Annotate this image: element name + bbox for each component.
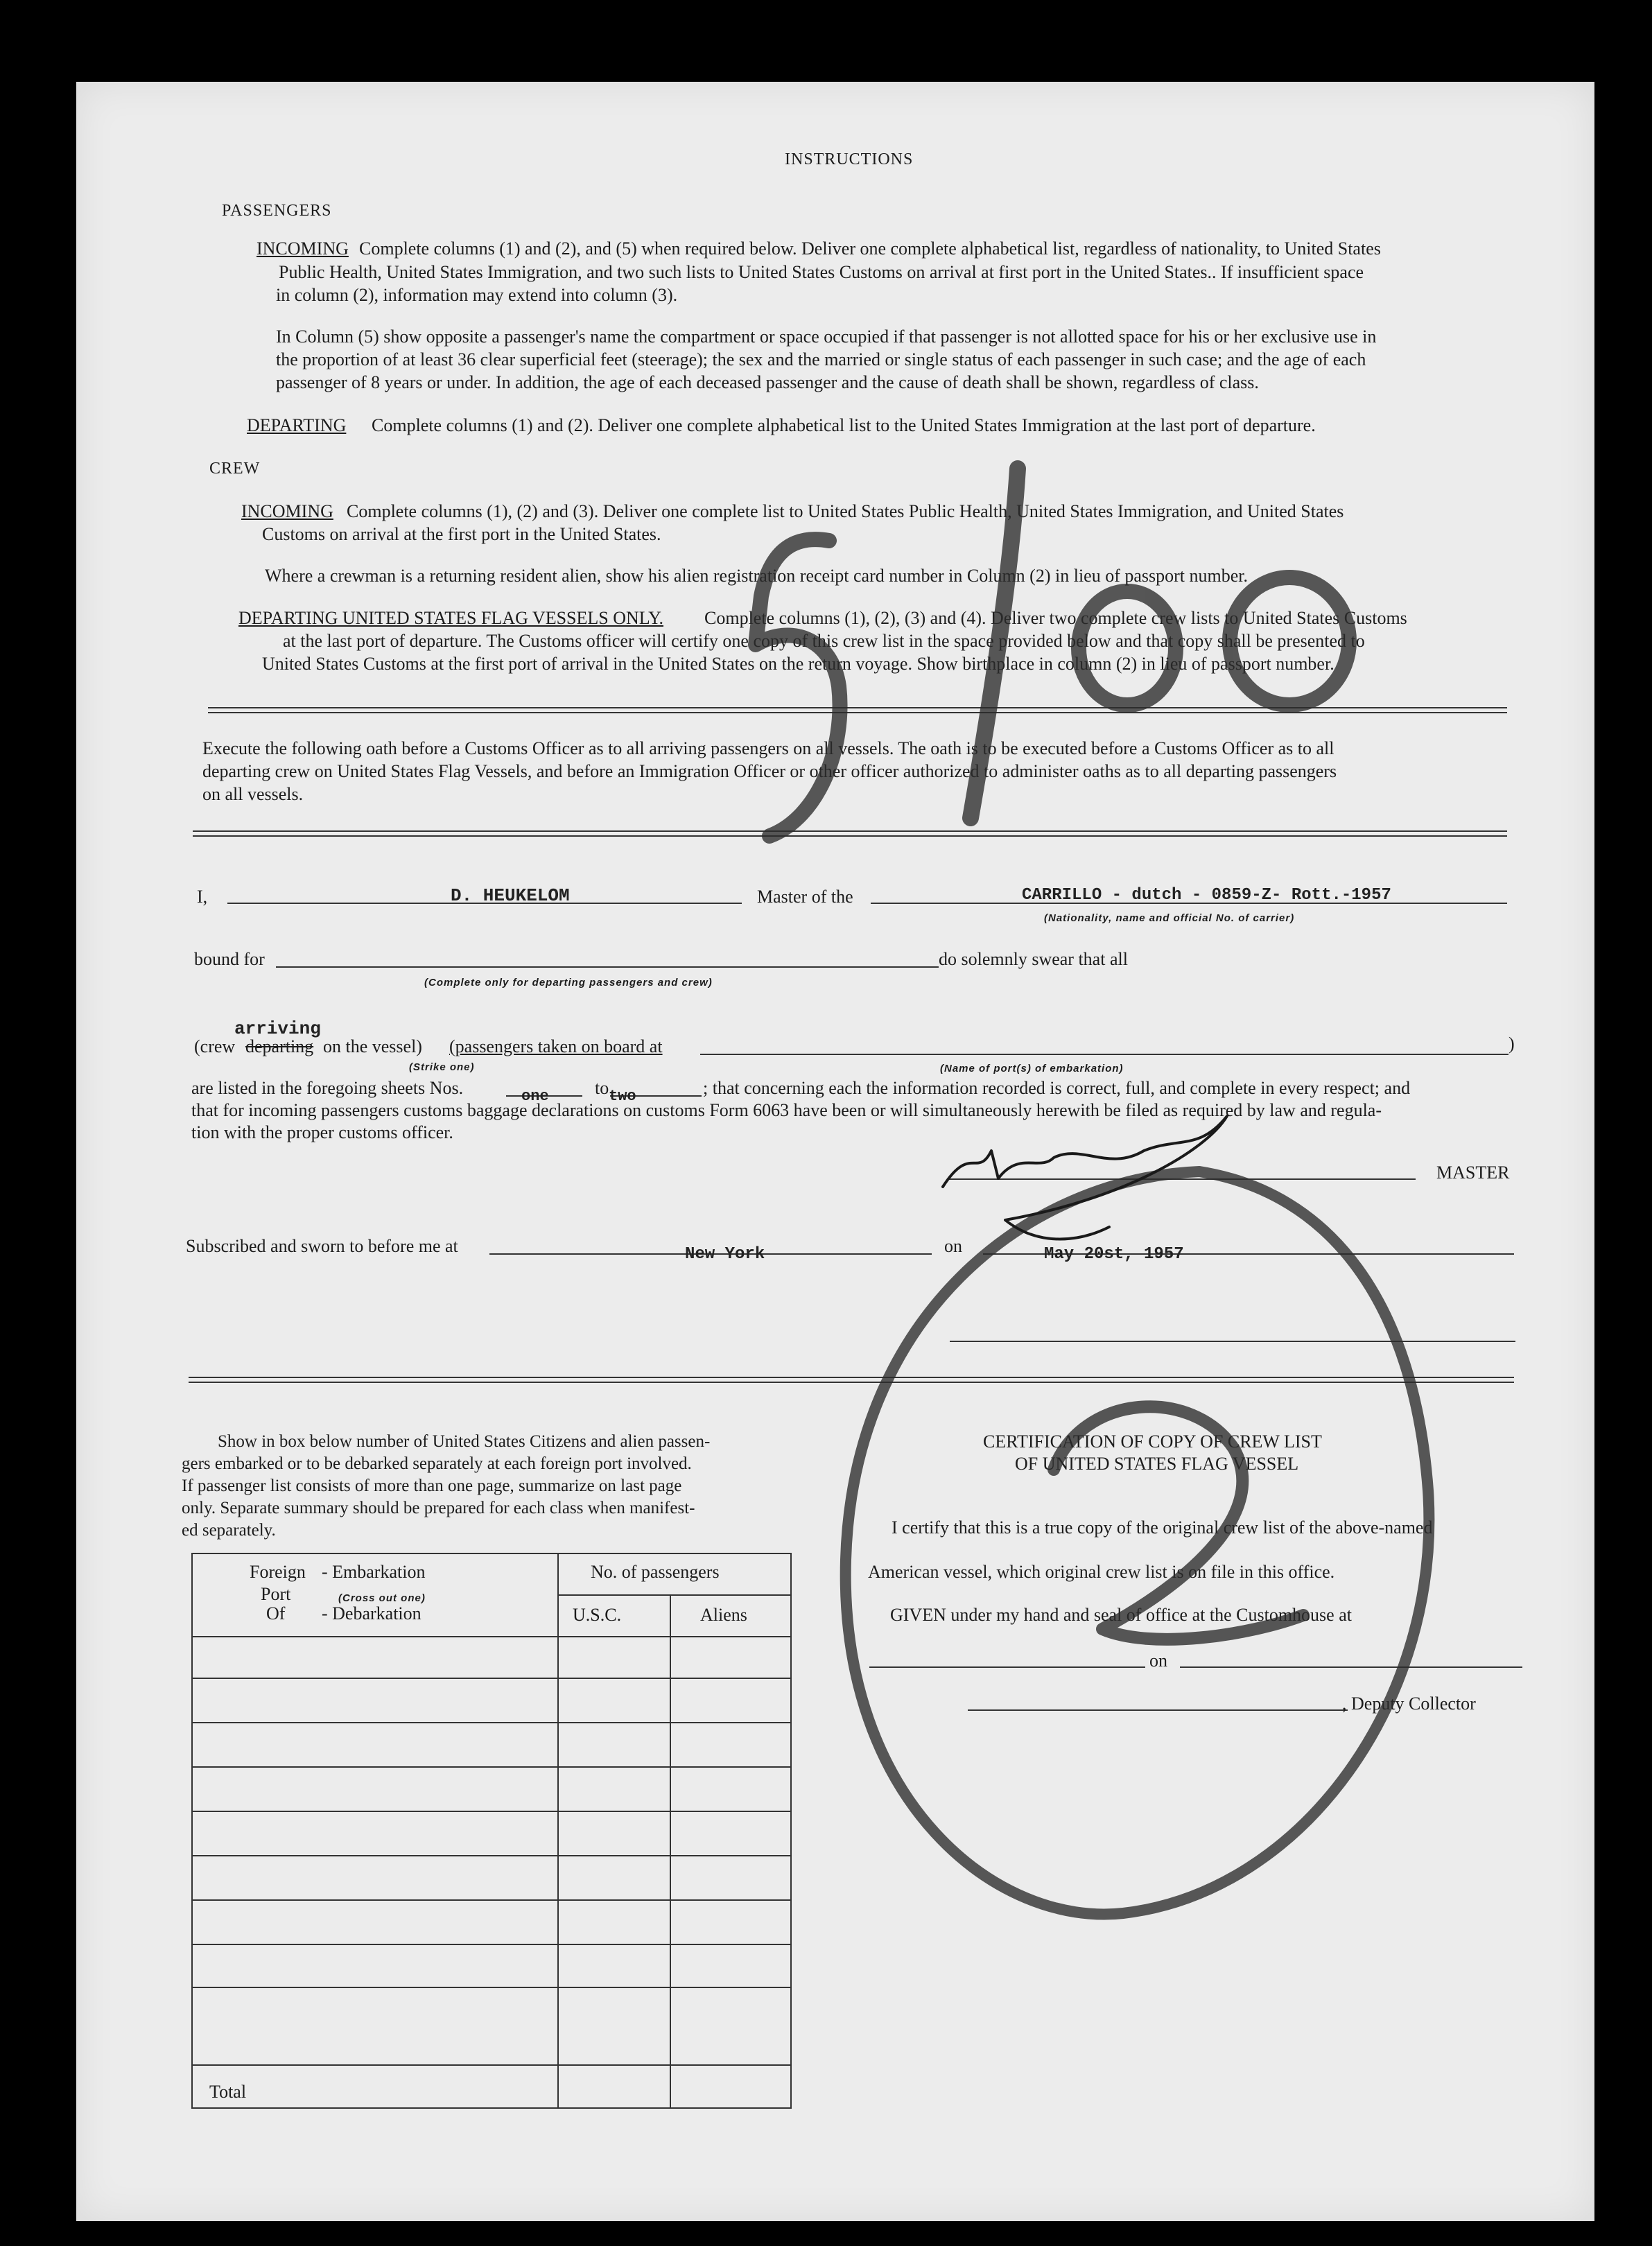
circle-around-2 (846, 1172, 1429, 1915)
certification-title-line2: OF UNITED STATES FLAG VESSEL (1015, 1454, 1299, 1474)
col-debarkation: - Debarkation (322, 1603, 421, 1623)
sworn-on-label: on (944, 1236, 962, 1256)
passengers-incoming-line3: in column (2), information may extend into column (3). (276, 285, 678, 305)
vessel-details: CARRILLO - dutch - 0859-Z- Rott.-1957 (1022, 886, 1391, 905)
passengers-incoming-line2: Public Health, United States Immigration, and two such lists to United States Customs on arrival at first port in the United States.. If insufficient space (279, 262, 1364, 282)
arriving-typed: arriving (234, 1018, 321, 1039)
bound-for-caption: (Complete only for departing passengers and crew) (424, 977, 713, 989)
certify-line1: I certify that this is a true copy of the original crew list of the above-named (892, 1517, 1433, 1538)
crayon-digit-0a (1079, 591, 1176, 705)
summary-instr-line1: Show in box below number of United States Citizens and alien passen- (218, 1432, 711, 1451)
master-of-label: Master of the (757, 887, 853, 907)
baggage-text: that for incoming passengers customs baggage declarations on customs Form 6063 have been or will simultaneously herewith be filed as required by law and regula- (191, 1100, 1382, 1120)
crew-resident-text: Where a crewman is a returning resident alien, show his alien registration receipt card number in Column (2) in lieu of passport number. (265, 566, 1249, 586)
passengers-departing-text: Complete columns (1) and (2). Deliver one complete alphabetical list to the United States Immigration at the last port of departure. (372, 415, 1316, 435)
sheet-to: two (609, 1088, 636, 1105)
master-label: MASTER (1436, 1163, 1510, 1183)
on-vessel-text: on the vessel) (323, 1036, 422, 1056)
cross-out-caption: (Cross out one) (338, 1592, 426, 1604)
crew-departing-line2: at the last port of departure. The Customs officer will certify one copy of this crew list in the space provided below and that copy shall be presented to (283, 631, 1365, 651)
crew-departing-line1: Complete columns (1), (2), (3) and (4). Deliver two complete crew lists to United States Customs (704, 608, 1407, 628)
sheet-from: one (521, 1088, 549, 1105)
col-embarkation: - Embarkation (322, 1562, 426, 1582)
crew-incoming-line2: Customs on arrival at the first port in the United States. (262, 524, 661, 544)
oath-intro-line3: on all vessels. (202, 784, 304, 804)
crayon-digit-5 (756, 539, 840, 836)
subscribed-text: Subscribed and sworn to before me at (186, 1236, 458, 1256)
col-aliens: Aliens (700, 1605, 747, 1625)
col-port: Port (261, 1584, 291, 1604)
certify-line2: American vessel, which original crew list is on file in this office. (868, 1562, 1335, 1582)
total-label: Total (209, 2082, 247, 2102)
column5-line2: the proportion of at least 36 clear superficial feet (steerage); the sex and the married or single status of each passenger in such case; and the age of each (276, 349, 1366, 369)
summary-instr-line5: ed separately. (182, 1521, 276, 1540)
strike-caption: (Strike one) (409, 1061, 475, 1073)
col-no-passengers: No. of passengers (591, 1562, 720, 1582)
master-name: D. HEUKELOM (451, 885, 570, 906)
oath-intro-line1: Execute the following oath before a Customs Officer as to all arriving passengers on all vessels. The oath is to be executed before a Customs Officer as to all (202, 738, 1334, 758)
summary-instr-line4: only. Separate summary should be prepared for each class when manifest- (182, 1499, 695, 1517)
sworn-place: New York (685, 1245, 765, 1264)
crayon-digit-1 (971, 469, 1018, 818)
passengers-taken-text: (passengers taken on board at (449, 1036, 663, 1056)
given-text: GIVEN under my hand and seal of office at the Customhouse at (890, 1605, 1352, 1625)
sworn-date: May 20st, 1957 (1044, 1245, 1184, 1264)
vessel-caption: (Nationality, name and official No. of carrier) (1044, 912, 1295, 924)
column5-line1: In Column (5) show opposite a passenger's name the compartment or space occupied if that passenger is not allotted space for his or her exclusive use in (276, 327, 1377, 347)
concerning-text: ; that concerning each the information recorded is correct, full, and complete in every respect; and (703, 1078, 1411, 1098)
crew-heading: CREW (209, 460, 261, 478)
close-paren: ) (1508, 1034, 1515, 1054)
passengers-incoming-line1: Complete columns (1) and (2), and (5) when required below. Deliver one complete alphabetical list, regardless of nationality, to United States (359, 238, 1381, 259)
passengers-incoming-label: INCOMING (257, 238, 349, 259)
tion-text: tion with the proper customs officer. (191, 1122, 453, 1142)
crew-incoming-line1: Complete columns (1), (2) and (3). Deliver one complete list to United States Public Health, United States Immigration, and United States (347, 501, 1344, 521)
crayon-digit-0b (1230, 577, 1349, 705)
col-foreign: Foreign (250, 1562, 306, 1582)
swear-text: do solemnly swear that all (939, 949, 1128, 969)
summary-instr-line2: gers embarked or to be debarked separately at each foreign port involved. (182, 1454, 692, 1473)
bound-for-label: bound for (194, 949, 265, 969)
crew-departing-line3: United States Customs at the first port of arrival in the United States on the return voyage. Show birthplace in column (2) in lieu of passport number. (262, 654, 1334, 674)
to-label: to (595, 1078, 609, 1098)
crew-departing-label: DEPARTING UNITED STATES FLAG VESSELS ONLY. (238, 608, 663, 628)
passengers-heading: PASSENGERS (222, 202, 332, 220)
passengers-departing-label: DEPARTING (247, 415, 347, 435)
instructions-title: INSTRUCTIONS (785, 150, 914, 168)
deputy-collector-label: , Deputy Collector (1342, 1694, 1476, 1714)
ports-caption: (Name of port(s) of embarkation) (940, 1063, 1124, 1074)
certification-on-label: on (1149, 1651, 1167, 1671)
struck-departing: departing (245, 1036, 314, 1056)
col-usc: U.S.C. (573, 1605, 622, 1625)
col-of: Of (266, 1603, 286, 1623)
crew-open-paren: (crew (194, 1036, 236, 1056)
crew-incoming-label: INCOMING (241, 501, 333, 521)
column5-line3: passenger of 8 years or under. In addition, the age of each deceased passenger and the cause of death shall be shown, regardless of class. (276, 372, 1259, 392)
circled-digit-2 (1054, 1407, 1303, 1639)
listed-text: are listed in the foregoing sheets Nos. (191, 1078, 464, 1098)
summary-instr-line3: If passenger list consists of more than one page, summarize on last page (182, 1477, 682, 1495)
oath-i-label: I, (197, 887, 208, 907)
certification-title-line1: CERTIFICATION OF COPY OF CREW LIST (983, 1431, 1322, 1452)
oath-intro-line2: departing crew on United States Flag Vessels, and before an Immigration Officer or other officer authorized to administer oaths as to all departing passengers (202, 761, 1337, 781)
